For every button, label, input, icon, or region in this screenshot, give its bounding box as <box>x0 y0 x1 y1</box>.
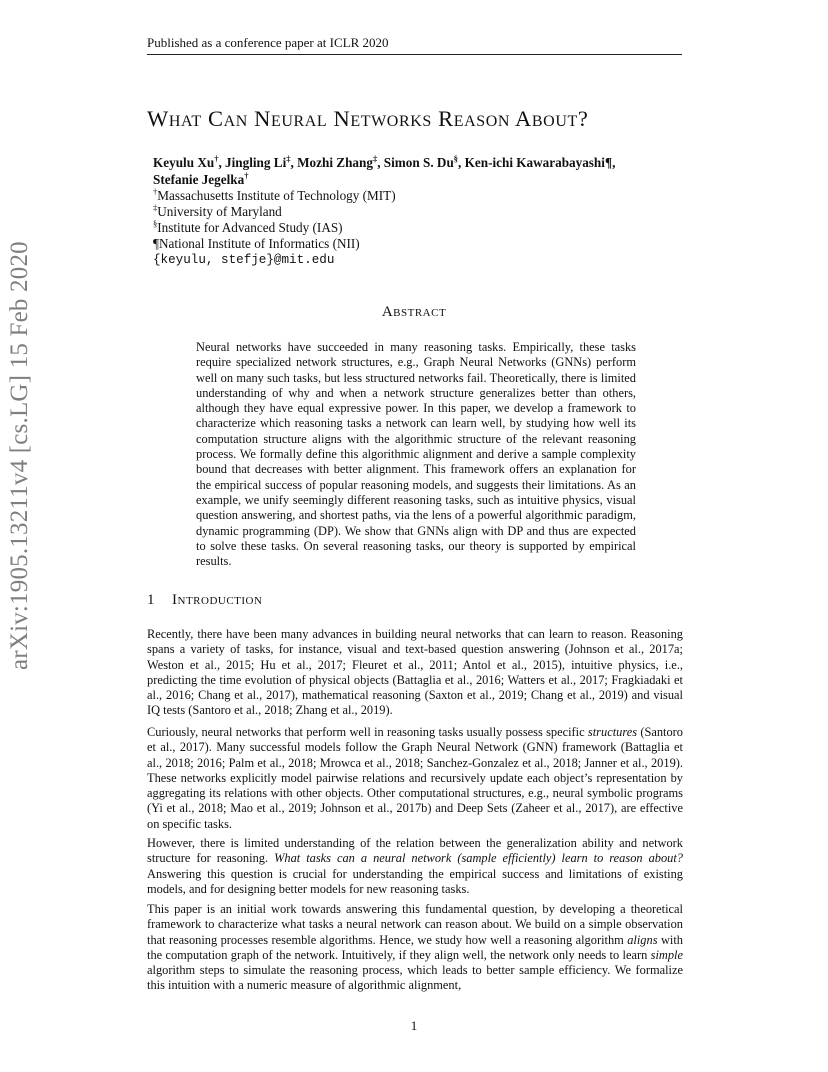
author-mark: § <box>453 153 459 164</box>
author-name: Keyulu Xu <box>153 155 215 170</box>
affiliation <box>153 220 673 236</box>
emphasis: simple <box>650 947 683 962</box>
affiliation-mark: † <box>153 186 158 197</box>
affiliation-mark: ¶ <box>153 236 159 251</box>
author-mark: ¶ <box>604 155 613 170</box>
author-name: Mozhi Zhang <box>297 155 373 170</box>
affiliation-text: Institute for Advanced Study (IAS) <box>157 220 343 235</box>
author-name: Stefanie Jegelka <box>153 171 245 187</box>
author-separator: , <box>458 155 465 170</box>
affiliation-mark: § <box>153 218 158 229</box>
text-run: Answering this question is crucial for understanding the empirical success and limitations of existing models, and for designing better models for new reasoning tasks. <box>147 866 683 896</box>
arxiv-id: arXiv:1905.13211v4 [cs.LG] 15 Feb 2020 <box>6 241 33 670</box>
text-run: algorithm steps to simulate the reasoning process, which leads to better sample efficiency. We formalize this intuition with a numeric measure of algorithmic alignment, <box>147 963 683 993</box>
author-name: Jingling Li <box>225 155 287 170</box>
author-separator: , <box>612 155 616 170</box>
text-run: Curiously, neural networks that perform well in reasoning tasks usually possess specific <box>147 725 588 739</box>
affiliation <box>153 204 673 220</box>
intro-paragraph-2 <box>147 725 683 832</box>
section-title: Introduction <box>172 592 263 608</box>
author-name: Simon S. Du <box>383 155 454 170</box>
emphasis: aligns <box>627 932 658 947</box>
abstract-heading: Abstract <box>381 304 447 320</box>
affiliation-text: University of Maryland <box>157 204 282 219</box>
affiliation-text: National Institute of Informatics (NII) <box>158 236 360 251</box>
author-separator: , <box>290 155 298 170</box>
affiliation-mark: ‡ <box>153 202 158 213</box>
section-heading <box>147 592 262 609</box>
author-mark: † <box>244 170 249 181</box>
author-line-1 <box>153 155 673 172</box>
author-separator: , <box>377 155 384 170</box>
text-run: with the computation graph of the network. Intuitively, if they align well, the network only needs to learn <box>147 932 683 962</box>
section-number: 1 <box>147 592 155 608</box>
affiliation-text: Massachusetts Institute of Technology (MIT) <box>157 188 396 203</box>
paragraph-text <box>147 902 683 994</box>
author-separator: , <box>218 155 226 170</box>
running-header: Published as a conference paper at ICLR 2020 <box>147 34 682 55</box>
paragraph-text <box>147 725 683 832</box>
intro-paragraph-3 <box>147 836 683 897</box>
author-list <box>153 155 673 188</box>
page-number: 1 <box>410 1018 418 1033</box>
author-mark: † <box>214 153 219 164</box>
emphasis: structures <box>587 725 638 739</box>
author-mark: ‡ <box>286 153 291 164</box>
author-email: {keyulu, stefje}@mit.edu <box>153 253 335 267</box>
text-run: However, there is limited understanding of the relation between the generalization ability and network structure for reasoning. <box>147 836 683 866</box>
emphasis: What tasks can a neural network (sample efficiently) learn to reason about? <box>274 851 683 866</box>
abstract-body: Neural networks have succeeded in many reasoning tasks. Empirically, these tasks require specialized network structures, e.g., Graph Neural Networks (GNNs) perform well on many such tasks, but less structured networks fail. Theoretically, there is limited understanding of why and when a network structure generalizes better than others, although they have equal expressive power. In this paper, we develop a framework to characterize which reasoning tasks a network can learn well, by studying how well its computation structure aligns with the algorithmic structure of the relevant reasoning process. We formally define this algorithmic alignment and derive a sample complexity bound that decreases with better alignment. This framework offers an explanation for the empirical success of popular reasoning models, and suggests their limitations. As an example, we unify seemingly different reasoning tasks, such as intuitive physics, visual question answering, and shortest paths, via the lens of a powerful algorithmic paradigm, dynamic programming (DP). We show that GNNs align with DP and thus are expected to solve these tasks. On several reasoning tasks, our theory is supported by empirical results. <box>196 340 636 569</box>
affiliation <box>153 188 673 204</box>
affiliation <box>153 236 673 252</box>
paragraph-text: Recently, there have been many advances in building neural networks that can learn to reason. Reasoning spans a variety of tasks, for instance, visual and text-based question answering (Johnson et al., 2017a; Weston et al., 2015; Hu et al., 2017; Fleuret et al., 2011; Antol et al., 2015), intuitive physics, i.e., predicting the time evolution of physical objects (Battaglia et al., 2016; Watters et al., 2017; Fragkiadaki et al., 2016; Chang et al., 2017), mathematical reasoning (Saxton et al., 2019; Chang et al., 2019) and visual IQ tests (Santoro et al., 2018; Zhang et al., 2019). <box>147 627 683 718</box>
paper-title: What Can Neural Networks Reason About? <box>147 106 589 131</box>
text-run: (Santoro et al., 2017). Many successful models follow the Graph Neural Network (GNN) framework (Battaglia et al., 2018; 2016; Palm et al., 2018; Mrowca et al., 2018; Sanchez-Gonzalez et al., 2018; Janner et al., 2019). These networks explicitly model pairwise relations and recursively update each object’s representation by aggregating its relations with other objects. Other computational structures, e.g., neural symbolic programs (Yi et al., 2018; Mao et al., 2019; Johnson et al., 2017b) and Deep Sets (Zaheer et al., 2017), are effective on specific tasks. <box>147 725 683 831</box>
author-name: Ken-ichi Kawarabayashi <box>464 155 605 170</box>
intro-paragraph-1 <box>147 627 683 719</box>
author-line-2 <box>153 172 673 189</box>
intro-paragraph-4 <box>147 902 683 994</box>
text-run: This paper is an initial work towards answering this fundamental question, by developing a theoretical framework to characterize what tasks a neural network can reason about. We build on a simple observation that reasoning processes resemble algorithms. Hence, we study how well a reasoning algorithm <box>147 902 683 947</box>
author-mark: ‡ <box>372 153 378 164</box>
paragraph-text <box>147 836 683 897</box>
